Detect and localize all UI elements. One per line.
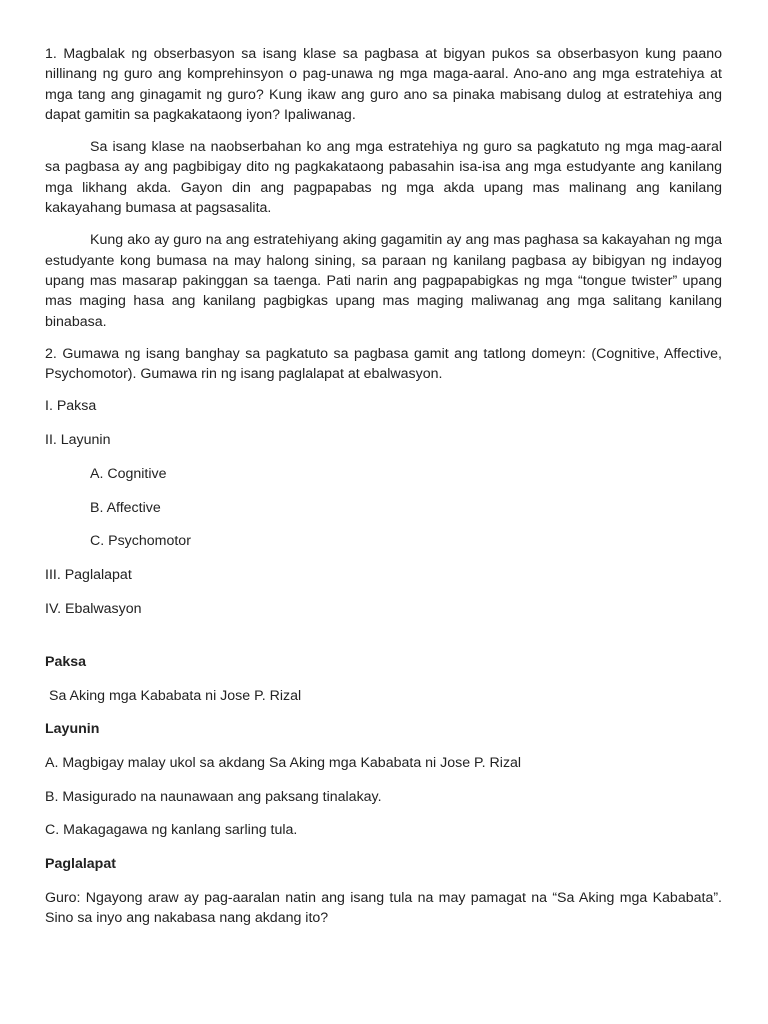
question-1: 1. Magbalak ng obserbasyon sa isang klase sa pagbasa at bigyan pukos sa obserbasyon kung paano nillinang ng guro ang komprehinsyon o pag-unawa ng mga maga-aaral. Ano-ano ang mga estratehiya at mga tang ang ginagamit ng guro? Kung ikaw ang guro ano sa pinaka mabisang dulog at estratehiya ang dapat gamitin sa pagkakataong iyon? Ipaliwanag. bbox=[45, 46, 722, 123]
outline-item-paglalapat: III. Paglalapat bbox=[45, 566, 132, 583]
paksa-section bbox=[45, 652, 722, 706]
paksa-heading: Paksa bbox=[45, 653, 87, 670]
outline-subitem-psychomotor: C. Psychomotor bbox=[90, 533, 191, 550]
outline-item-paksa: I. Paksa bbox=[45, 398, 97, 415]
answer-paragraph-2: Kung ako ay guro na ang estratehiyang aking gagamitin ay ang mas paghasa sa kakayahan ng mga estudyante kong bumasa na may halong sining, sa paraan ng kanilang pagbasa ay bibigyan ng indayog upang mas masarap pakinggan sa taenga. Pati narin ang pagpapabigkas ng mga “tongue twister” upang mas maging hasa ang kanilang pagbigkas upang mas maging maliwanag ang mga salitang kanilang binabasa. bbox=[45, 232, 722, 330]
paglalapat-heading: Paglalapat bbox=[45, 856, 116, 872]
layunin-section bbox=[45, 719, 722, 840]
layunin-item-a: A. Magbigay malay ukol sa akdang Sa Aking mga Kababata ni Jose P. Rizal bbox=[45, 754, 522, 771]
outline-item-layunin: II. Layunin bbox=[45, 432, 111, 449]
lesson-outline bbox=[45, 396, 722, 618]
answer-paragraph-1: Sa isang klase na naobserbahan ko ang mga estratehiya ng guro sa pagkatuto ng mga mag-aaral sa pagbasa ay ang pagbibigay dito ng pagkakataong pabasahin isa-isa ang mga estudyante ang kanilang mga likhang akda. Gayon din ang pagpapabas ng mga akda upang mas malinang ang kanilang kakayahang bumasa at pagsasalita. bbox=[45, 139, 722, 217]
layunin-heading: Layunin bbox=[45, 721, 100, 738]
paksa-text: Sa Aking mga Kababata ni Jose P. Rizal bbox=[49, 687, 302, 704]
layunin-item-c: C. Makagagawa ng kanlang sarling tula. bbox=[45, 822, 298, 839]
question-2: 2. Gumawa ng isang banghay sa pagkatuto sa pagbasa gamit ang tatlong domeyn: (Cognitive, Affective, Psychomotor). Gumawa rin ng isang paglalapat at ebalwasyon. bbox=[45, 345, 722, 383]
outline-subitem-cognitive: A. Cognitive bbox=[90, 465, 167, 482]
paglalapat-text: Guro: Ngayong araw ay pag-aaralan natin ang isang tula na may pamagat na “Sa Aking mga Kababata”. Sino sa inyo ang nakabasa nang akdang ito? bbox=[45, 889, 722, 926]
outline-subitem-affective: B. Affective bbox=[90, 499, 161, 516]
paglalapat-section bbox=[45, 854, 722, 928]
layunin-item-b: B. Masigurado na naunawaan ang paksang tinalakay. bbox=[45, 788, 382, 805]
outline-item-ebalwasyon: IV. Ebalwasyon bbox=[45, 600, 142, 617]
